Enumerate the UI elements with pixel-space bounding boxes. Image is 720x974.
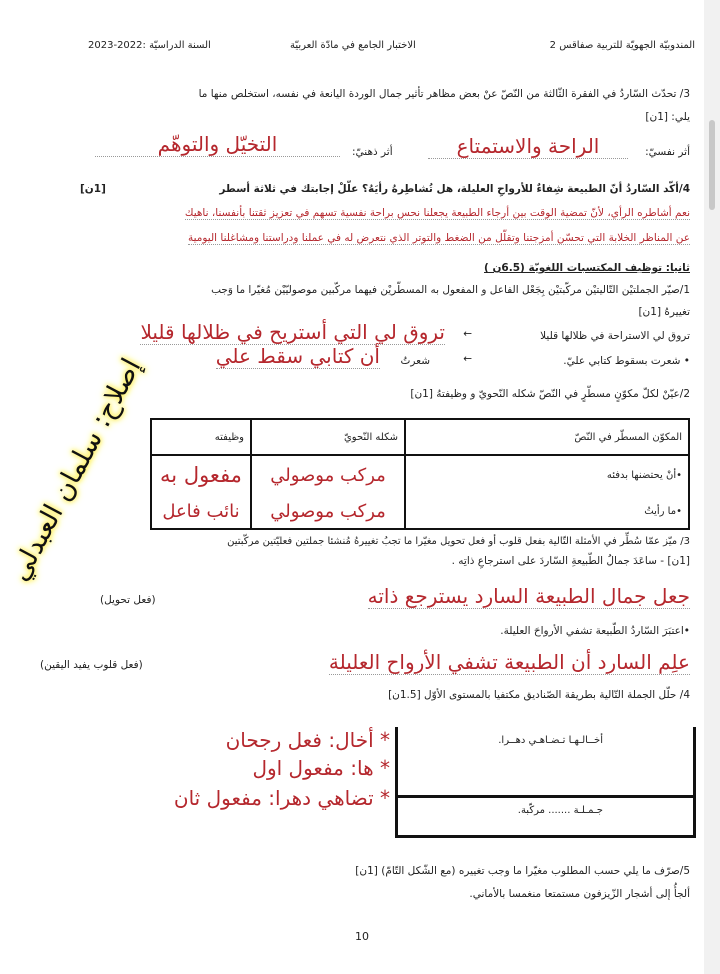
q4-question: 4/أكّد السّاردُ أنّ الطبيعة شِفاءٌ للأرواحِ العليلة، هل تُشاطِرهُ رأيَهُ؟ علّلْ إجابتك في ثلاثة أسطر (219, 183, 690, 195)
s2q1-answer2: أن كتابي سقط علي (215, 344, 380, 368)
header-directorate: المندوبيّة الجهويّة للتربية صفاقس 2 (549, 40, 695, 51)
header-exam: الاختبار الجامع في مادّة العربيّة (290, 40, 416, 51)
s2q1-example2: • شعرت بسقوط كتابي عليّ. (563, 355, 690, 367)
page-number: 10 (355, 930, 369, 943)
header-year: السنة الدراسيّة :2022-2023 (88, 40, 211, 51)
table-cell: •أنْ يحتضنها بدفئه (405, 455, 689, 494)
s2q3-line2: [1ن] - ساعَدَ جمالُ الطّبيعةِ السّاردَ على استرجاعِ ذاتِه . (451, 555, 690, 567)
table-cell: نائب فاعل (151, 494, 251, 529)
box-bottom-label: جـمـلـة ....... مركّبة. (517, 805, 603, 816)
table-header: شكله النّحويّ (251, 419, 405, 455)
box-sentence: أخــالـهـا تـضـاهـي دهــرا. (498, 735, 603, 746)
scrollbar-thumb[interactable] (709, 120, 715, 210)
box-analysis-diagram (395, 727, 696, 838)
s2q3-tag2: (فعل قلوب يفيد اليقين) (40, 659, 143, 671)
s2q1-example1: تروق لي الاستراحة في ظلالها قليلا (540, 330, 690, 342)
q3-answer-mental: التخيّل والتوهّم (95, 132, 340, 157)
q4-points: [1ن] (80, 183, 106, 195)
q3-answer-psych: الراحة والاستمتاع (428, 134, 628, 159)
s2q3-answer2: علِم السارد أن الطبيعة تشفي الأرواح العليلة (328, 650, 690, 674)
s2q1-line2: تغييرهُ [1ن] (638, 306, 690, 318)
table-cell: مفعول به (151, 455, 251, 494)
s2q4-question: 4/ حلّل الجملة التّالية بطريقة الصّناديق مكتفيا بالمستوى الأوّل [1.5ن] (388, 689, 690, 701)
q3-label-mental: أثر ذهنيّ: (352, 146, 393, 158)
q3-line1: 3/ تحدّث السّاردُ في الفقرة الثّالثة من النّصّ عنْ بعض مظاهر تأثير جمال الوردة اليانعة في نفسه، استخلص منها ما (198, 88, 690, 100)
s2q4-answer: * تضاهي دهرا: مفعول ثان (173, 786, 390, 810)
table-cell: مركب موصولي (251, 455, 405, 494)
scrollbar[interactable] (704, 0, 720, 974)
table-cell: •ما رأيتُ (405, 494, 689, 529)
s2q4-answer: * ها: مفعول اول (252, 756, 390, 780)
s2q3-answer1: جعل جمال الطبيعة السارد يسترجع ذاته (367, 584, 690, 608)
table-row (151, 455, 689, 494)
corrector-signature-stamp: إصلاح: سلمان العبدلي (3, 353, 148, 587)
q3-label-psych: أثر نفسيّ: (645, 146, 690, 158)
s2q5-line2: ألجأُ إلى أشجار الزّيزفون مستمتعا منغمسا بالأماني. (469, 888, 690, 900)
s2q1-answer1: تروق لي التي أستريح في ظلالها قليلا (140, 320, 445, 344)
s2q2-question: 2/عيّنْ لكلّ مكوّنٍ مسطّرٍ في النّصّ شكله النّحويّ و وظيفتهُ [1ن] (410, 388, 690, 400)
s2q3-tag1: (فعل تحويل) (100, 594, 156, 606)
q4-answer-line2: عن المناظر الخلابة التي تحسّن أمزجتنا وتقلّل من الضغط والتوتر الذي نتعرض له في عملنا ودراستنا ومشاغلنا اليومية (187, 232, 690, 244)
s2q4-answer: * أخال: فعل رجحان (225, 728, 390, 752)
analysis-table (150, 418, 690, 530)
s2q3-line1: 3/ ميّز عمّا سُطِّر في الأمثلة التّالية بفعل قلوب أو فعل تحويل مغيّرا ما تجبُ تغييرهُ مُنشئا جملتين فعليّتين مركّبتين (227, 536, 690, 547)
table-header: المكوّن المسطّر في النّصّ (405, 419, 689, 455)
table-row (151, 494, 689, 529)
s2q5-line1: 5/صرّف ما يلي حسب المطلوب مغيّرا ما وجب تغييره (مع الشّكل التّامّ) [1ن] (355, 865, 690, 877)
s2q1-prefix2: شعرتُ (400, 355, 430, 367)
q3-line2: يلي: [1ن] (645, 111, 690, 123)
arrow-icon: ← (463, 328, 472, 340)
table-cell: مركب موصولي (251, 494, 405, 529)
arrow-icon: ← (463, 353, 472, 365)
q4-answer-line1: نعم أشاطره الرأي، لأنّ تمضية الوقت بين أرجاء الطبيعة يجعلنا نحس براحة نفسية تسهم في تعزيز ثقتنا بأنفسنا، ناهيك (184, 207, 690, 219)
s2q3-line3: •اعتبَرَ السّاردُ الطّبيعة تشفي الأرواحَ العليلة. (500, 625, 690, 637)
s2q1-line1: 1/صيّر الجملتيْن التّاليتيْن مركّبتيْن بِجَعْل الفاعل و المفعول به المسطّريْن فيهما مركّبين موصوليّيْن مُغيّرا ما وَجب (211, 284, 690, 296)
section2-title: ثانيا: توظيف المكتسبات اللغويّة (6.5ن ) (484, 262, 690, 274)
table-header: وظيفته (151, 419, 251, 455)
